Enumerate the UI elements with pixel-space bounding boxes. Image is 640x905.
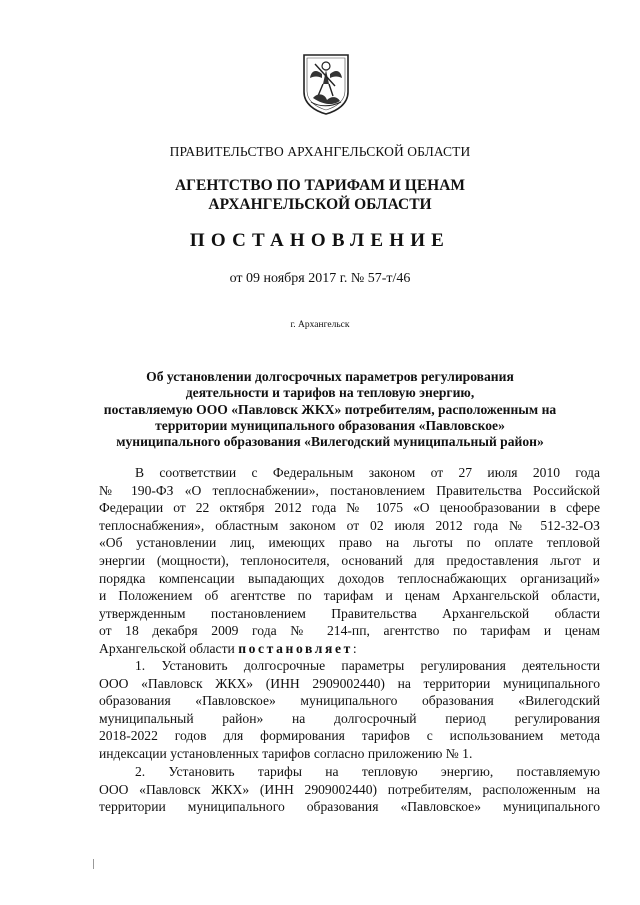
- body-line: муниципальный район» на долгосрочный период регулирования: [99, 710, 600, 726]
- body-line: [99, 640, 600, 658]
- body-text: Архангельской области: [99, 640, 239, 656]
- body-line: индексации установленных тарифов согласно приложению № 1.: [99, 745, 473, 761]
- subject-line: территории муниципального образования «Павловское»: [155, 417, 505, 433]
- body-line: 2018-2022 годов для формирования тарифов с использованием метода: [99, 728, 600, 744]
- body-line: 1. Установить долгосрочные параметры регулирования деятельности: [135, 658, 600, 673]
- clause-1-paragraph: [99, 657, 600, 763]
- agency-name: [0, 176, 640, 214]
- coat-of-arms-emblem: [301, 52, 351, 116]
- preamble-paragraph: [99, 464, 600, 658]
- subject-line: Об установлении долгосрочных параметров регулирования: [146, 369, 514, 384]
- subject-line: муниципального образования «Вилегодский муниципальный район»: [116, 434, 544, 450]
- body-line: энергии (мощности), теплоносителя, оснований для предоставления льгот и: [99, 552, 600, 568]
- document-type-title: ПОСТАНОВЛЕНИЕ: [189, 230, 451, 251]
- body-line: и Положением об агентстве по тарифам и ценам Архангельской области,: [99, 588, 600, 604]
- city-name: г. Архангельск: [290, 320, 350, 330]
- body-line: Федерации от 22 октября 2012 года № 1075 «О ценообразовании в сфере: [99, 500, 600, 516]
- subject-line: поставляемую ООО «Павловск ЖКХ» потребителям, расположенным на: [103, 401, 557, 417]
- clause-2-paragraph: [99, 763, 600, 816]
- body-line: 2. Установить тарифы на тепловую энергию, поставляемую: [135, 764, 600, 779]
- agency-name-line1: АГЕНТСТВО ПО ТАРИФАМ И ЦЕНАМ: [174, 177, 466, 194]
- body-text: :: [352, 640, 357, 656]
- body-line: В соответствии с Федеральным законом от 27 июля 2010 года: [135, 465, 600, 480]
- body-line: образования «Павловское» муниципального образования «Вилегодский: [99, 693, 600, 709]
- resolves-keyword: постановляет: [238, 640, 353, 656]
- body-line: от 18 декабря 2009 года № 214-пп, агентство по тарифам и ценам: [99, 623, 600, 639]
- date-and-number: от 09 ноября 2017 г. № 57-т/46: [229, 271, 411, 286]
- body-line: теплоснабжения», областным законом от 02 июля 2012 года № 512-32-ОЗ: [99, 517, 600, 533]
- government-name: ПРАВИТЕЛЬСТВО АРХАНГЕЛЬСКОЙ ОБЛАСТИ: [169, 144, 471, 159]
- body-line: территории муниципального образования «Павловское» муниципального: [99, 799, 600, 815]
- body-line: ООО «Павловск ЖКХ» (ИНН 2909002440) потребителям, расположенным на: [99, 781, 600, 797]
- body-line: ООО «Павловск ЖКХ» (ИНН 2909002440) на территории муниципального: [99, 675, 600, 691]
- document-subject: [90, 369, 570, 450]
- margin-mark: [93, 859, 100, 869]
- body-line: «Об установлении лиц, имеющих право на льготы по оплате тепловой: [99, 535, 600, 551]
- body-line: № 190-ФЗ «О теплоснабжении», постановлением Правительства Российской: [99, 482, 600, 498]
- subject-line: деятельности и тарифов на тепловую энергию,: [185, 385, 475, 401]
- body-line: порядка компенсации выпадающих доходов теплоснабжающих организаций»: [99, 570, 600, 586]
- body-line: утвержденным постановлением Правительства Архангельской области: [99, 605, 600, 621]
- agency-name-line2: АРХАНГЕЛЬСКОЙ ОБЛАСТИ: [208, 196, 432, 213]
